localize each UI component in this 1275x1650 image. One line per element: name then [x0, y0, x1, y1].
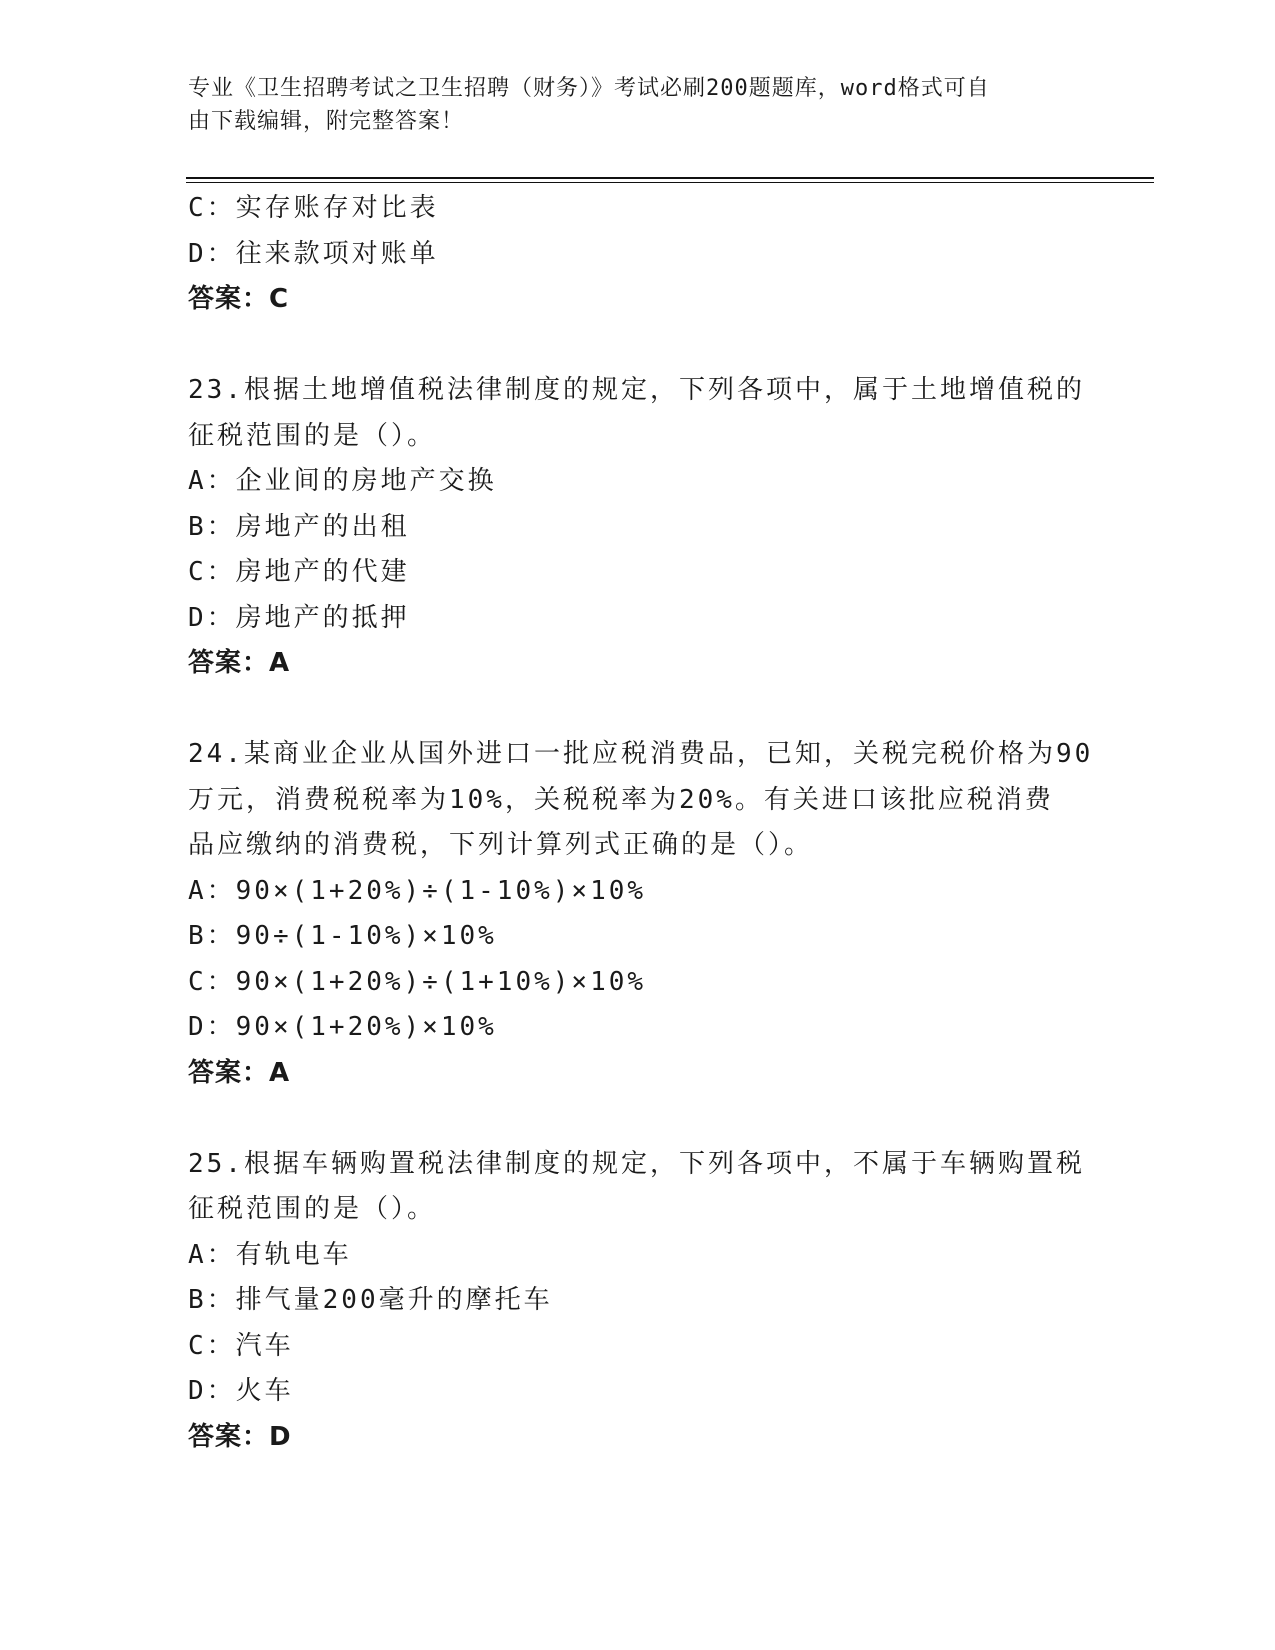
document-header: [188, 72, 1088, 138]
question-stem-line: 品应缴纳的消费税，下列计算列式正确的是（）。: [188, 830, 814, 860]
option-a: A：企业间的房地产交换: [188, 466, 497, 496]
spacer: [188, 1096, 1088, 1142]
option-b: B：房地产的出租: [188, 511, 410, 542]
question-23: [188, 368, 1088, 687]
option-c: C：90×(1+20%)÷(1+10%)×10%: [188, 966, 647, 997]
header-divider-thick: [186, 177, 1154, 179]
answer-label: 答案：A: [188, 1057, 291, 1088]
option-c: C：汽车: [188, 1330, 294, 1361]
option-d: D：火车: [188, 1376, 294, 1406]
question-stem-line: 24.某商业企业从国外进口一批应税消费品，已知，关税完税价格为90: [188, 739, 1094, 769]
question-stem-line: 23.根据土地增值税法律制度的规定，下列各项中，属于土地增值税的: [188, 375, 1085, 405]
header-divider-thin: [186, 182, 1154, 183]
option-d: D：90×(1+20%)×10%: [188, 1012, 497, 1042]
question-stem-line: 万元，消费税税率为10%，关税税率为20%。有关进口该批应税消费: [188, 784, 1054, 815]
question-24: [188, 732, 1094, 1096]
answer-label: 答案：D: [188, 1421, 292, 1452]
option-a: A：90×(1+20%)÷(1-10%)×10%: [188, 875, 647, 906]
option-b: B：90÷(1-10%)×10%: [188, 921, 497, 951]
question-stem-line: 征税范围的是（）。: [188, 1194, 437, 1224]
option-d: D：房地产的抵押: [188, 602, 410, 633]
spacer: [188, 687, 1088, 733]
option-c: C：实存账存对比表: [188, 193, 439, 223]
question-22-tail: [188, 186, 1088, 323]
option-b: B：排气量200毫升的摩托车: [188, 1285, 553, 1315]
option-d: D：往来款项对账单: [188, 238, 439, 269]
question-stem-line: 25.根据车辆购置税法律制度的规定，下列各项中，不属于车辆购置税: [188, 1148, 1085, 1179]
answer-label: 答案：C: [188, 284, 290, 314]
option-c: C：房地产的代建: [188, 557, 410, 587]
question-stem-line: 征税范围的是（）。: [188, 420, 437, 451]
answer-label: 答案：A: [188, 648, 291, 678]
option-a: A：有轨电车: [188, 1239, 352, 1270]
question-25: [188, 1142, 1088, 1461]
header-title-line-2: 由下载编辑，附完整答案！: [188, 109, 465, 134]
header-title-line-1: 专业《卫生招聘考试之卫生招聘（财务）》考试必刷200题题库，word格式可自: [188, 76, 990, 101]
spacer: [188, 323, 1088, 369]
question-list: [188, 186, 1094, 1460]
